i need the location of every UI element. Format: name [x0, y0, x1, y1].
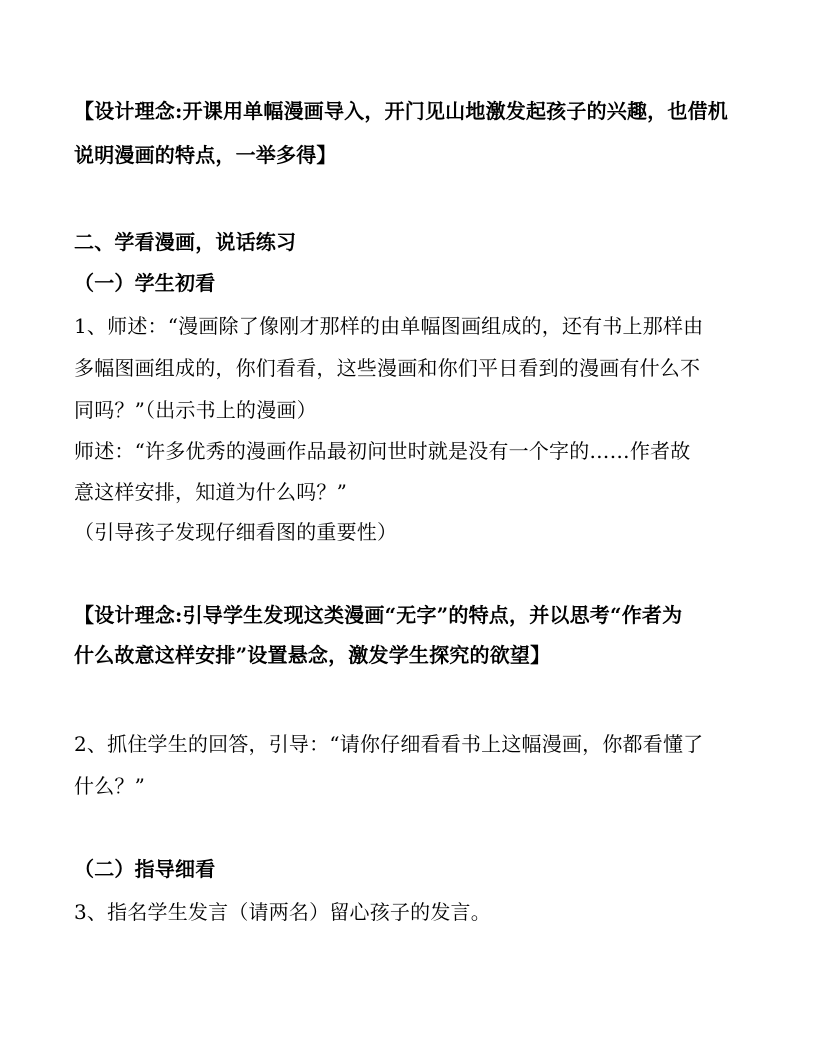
design-concept-2-line-2: 什么故意这样安排”设置悬念，激发学生探究的欲望】	[74, 643, 551, 667]
section-heading-2: 二、学看漫画，说话练习	[74, 230, 297, 254]
teacher-note-line-2: 意这样安排，知道为什么吗？”	[74, 480, 348, 504]
guide-note: （引导孩子发现仔细看图的重要性）	[74, 520, 398, 544]
teacher-note-line-1: 师述：“许多优秀的漫画作品最初问世时就是没有一个字的……作者故	[74, 439, 691, 463]
subsection-heading-2: （二）指导细看	[74, 857, 216, 881]
item-2-line-1: 2、抓住学生的回答，引导：“请你仔细看看书上这幅漫画，你都看懂了	[74, 732, 704, 756]
subsection-heading-1: （一）学生初看	[74, 271, 216, 295]
design-concept-1-line-2: 说明漫画的特点，一举多得】	[74, 143, 337, 167]
design-concept-2-line-1: 【设计理念:引导学生发现这类漫画“无字”的特点，并以思考“作者为	[74, 603, 683, 627]
item-1-line-2: 多幅图画组成的，你们看看，这些漫画和你们平日看到的漫画有什么不	[74, 356, 701, 380]
item-1-line-3: 同吗？”（出示书上的漫画）	[74, 398, 317, 422]
item-3: 3、指名学生发言（请两名）留心孩子的发言。	[74, 900, 491, 924]
item-1-line-1: 1、师述：“漫画除了像刚才那样的由单幅图画组成的，还有书上那样由	[74, 314, 704, 338]
item-2-line-2: 什么？”	[74, 774, 146, 798]
design-concept-1-line-1: 【设计理念:开课用单幅漫画导入，开门见山地激发起孩子的兴趣，也借机	[74, 99, 728, 123]
